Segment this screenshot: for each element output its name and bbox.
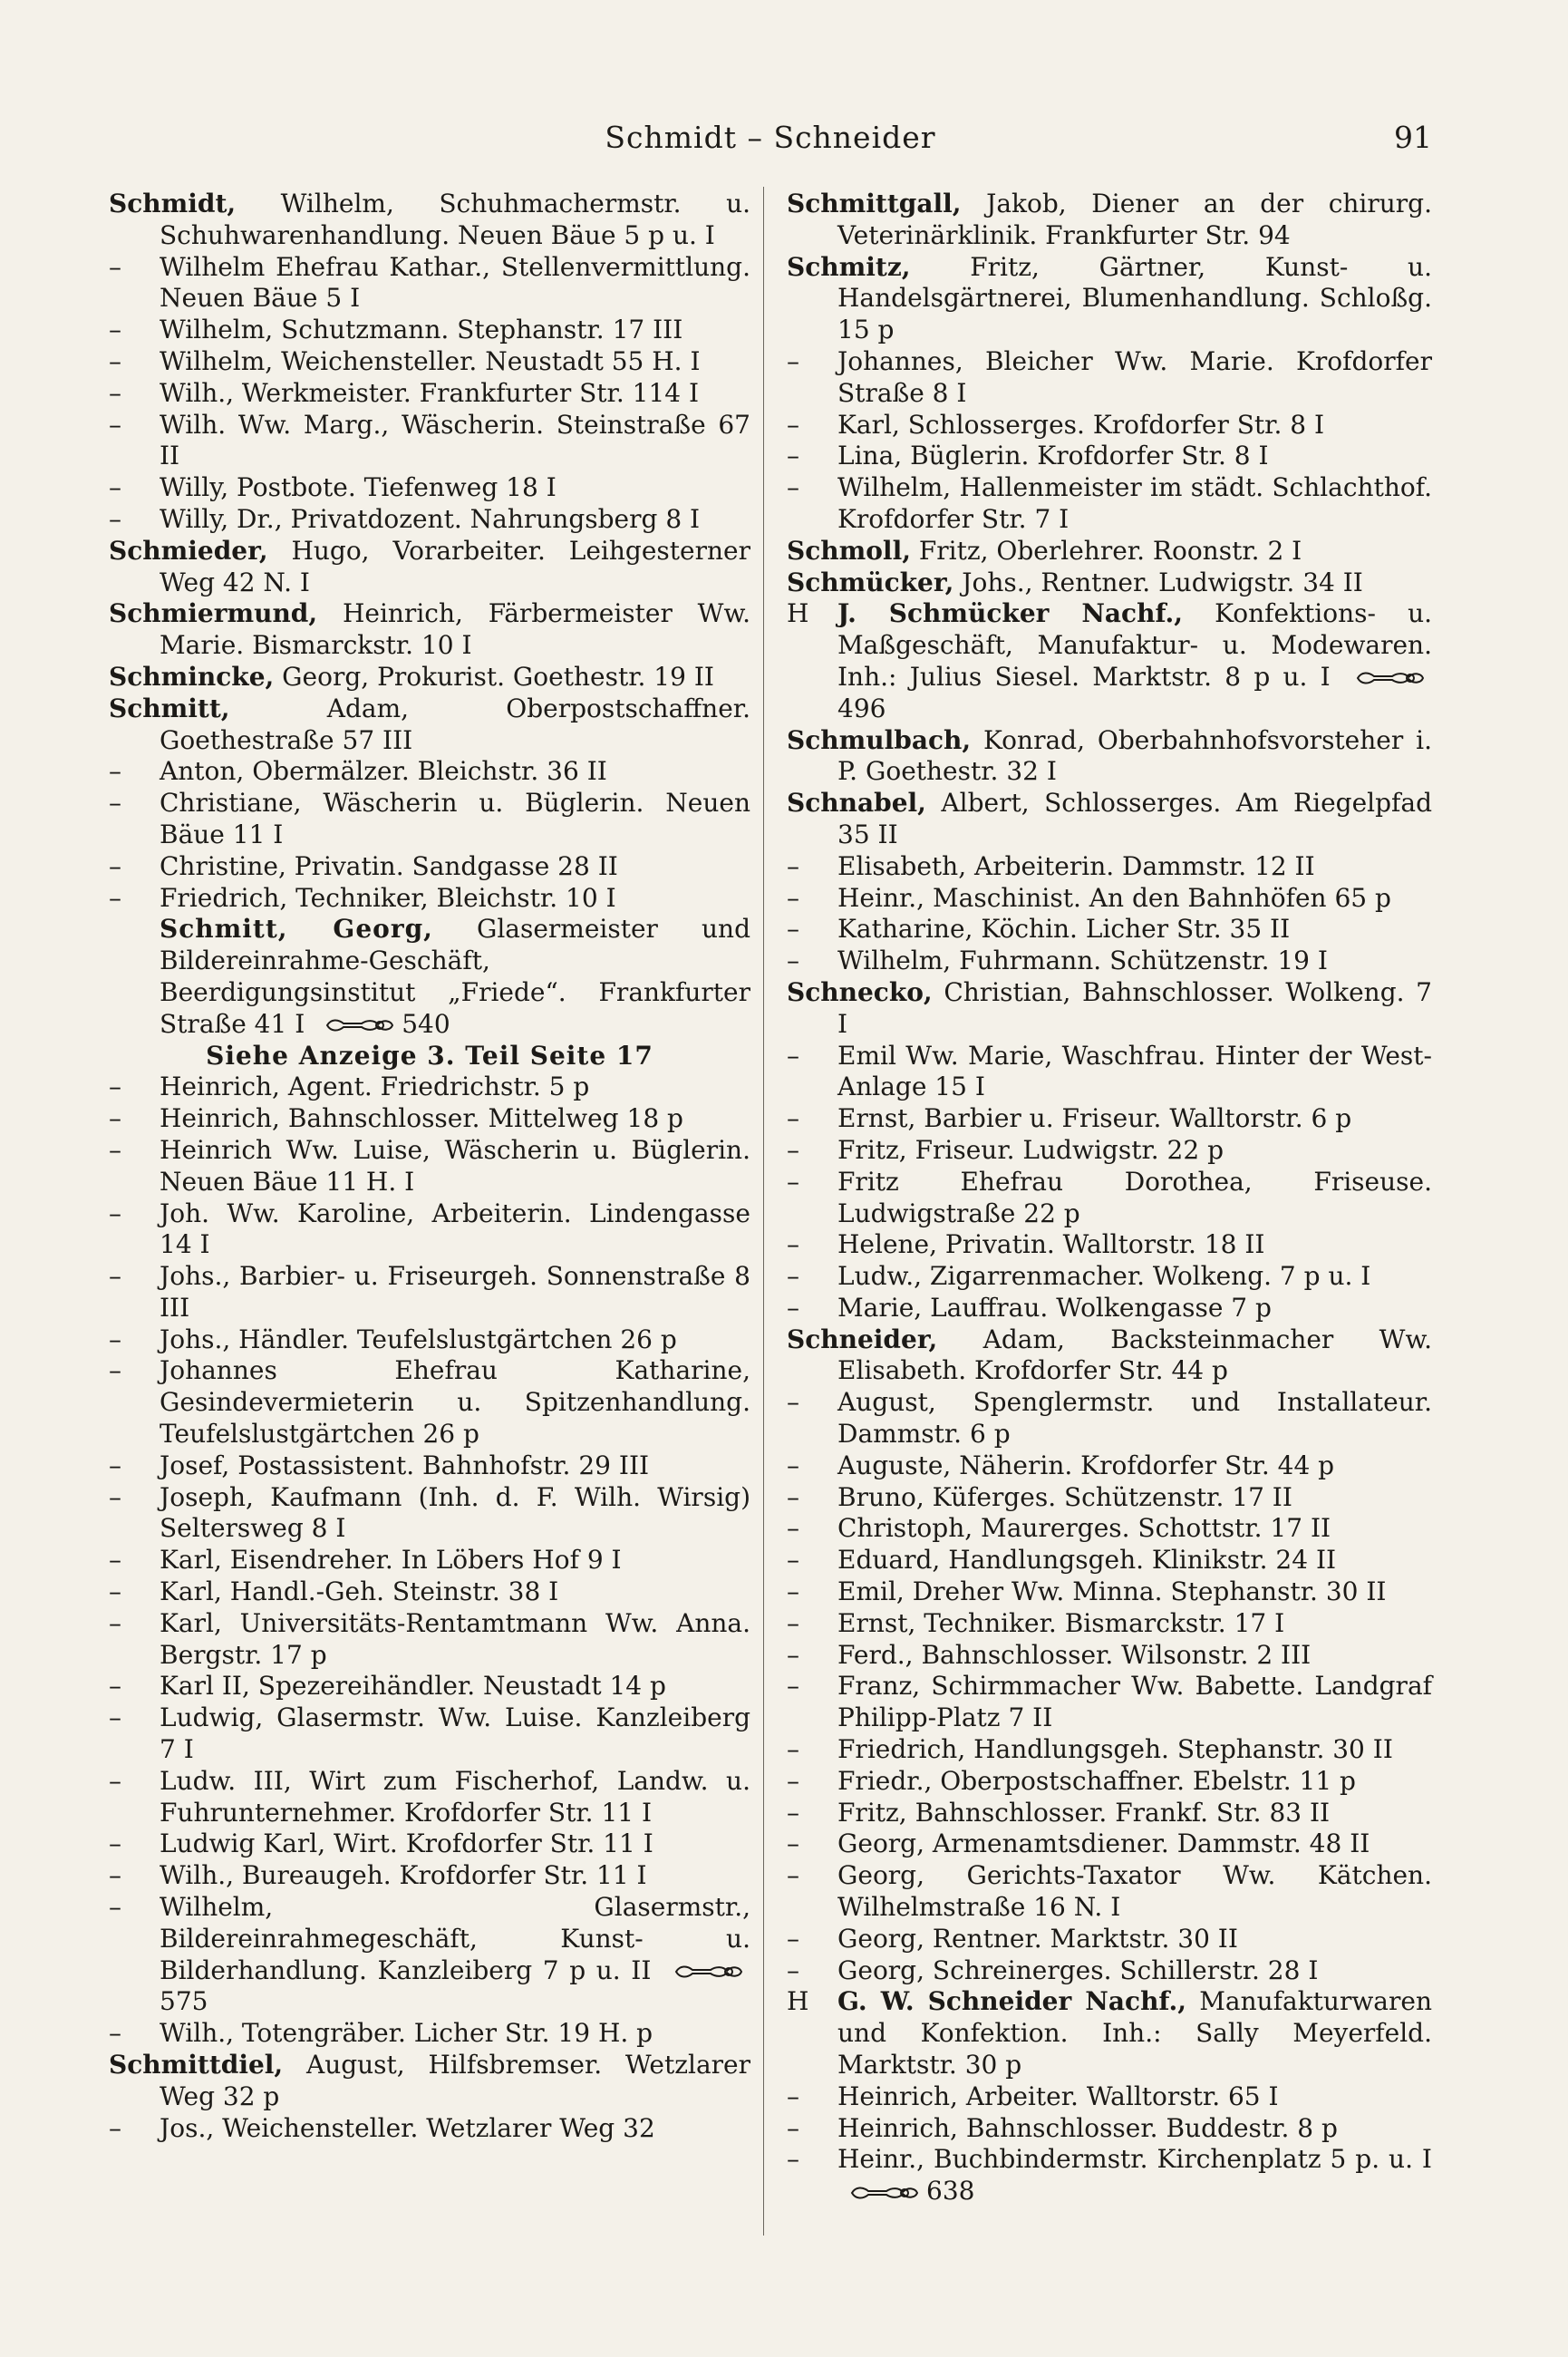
- repeat-dash: –: [787, 850, 799, 881]
- repeat-dash: –: [109, 1702, 121, 1733]
- entry-details: Heinrich, Färbermeister Ww. Marie. Bismarckstr. 10 I: [160, 598, 750, 661]
- entry-details: Konrad, Oberbahnhofsvorsteher i. P. Goethestr. 32 I: [837, 724, 1432, 787]
- entry-details: Friedr., Oberpostschaffner. Ebelstr. 11 p: [837, 1765, 1356, 1796]
- entry-details: Johs., Händler. Teufelslustgärtchen 26 p: [160, 1324, 677, 1354]
- entry-details: Auguste, Näherin. Krofdorfer Str. 44 p: [837, 1450, 1335, 1480]
- repeat-dash: –: [109, 2018, 121, 2049]
- directory-entry: [787, 1608, 1432, 1640]
- telephone-icon: [1356, 669, 1425, 687]
- entry-details: Franz, Schirmmacher Ww. Babette. Landgraf Philipp-Platz 7 II: [837, 1671, 1432, 1733]
- entry-details: Fritz Ehefrau Dorothea, Friseuse. Ludwigstraße 22 p: [837, 1166, 1432, 1228]
- directory-entry: [109, 2113, 750, 2145]
- entry-details: Hugo, Vorarbeiter. Leihgesterner Weg 42 N. I: [160, 535, 750, 597]
- repeat-dash: –: [787, 1103, 799, 1134]
- directory-entry: [787, 1293, 1432, 1324]
- entry-details: Johs., Barbier- u. Friseurgeh. Sonnenstraße 8 III: [160, 1261, 750, 1323]
- repeat-dash: –: [109, 1545, 121, 1576]
- entry-surname: Schmitt,: [109, 693, 230, 723]
- entry-surname: G. W. Schneider Nachf.,: [837, 1986, 1186, 2017]
- entry-surname: Schmidt,: [109, 189, 237, 218]
- directory-entry: [787, 1450, 1432, 1482]
- directory-entry: [109, 1892, 750, 2018]
- entry-details: Heinrich, Bahnschlosser. Buddestr. 8 p: [837, 2112, 1338, 2143]
- entry-details: Katharine, Köchin. Licher Str. 35 II: [837, 914, 1291, 945]
- repeat-dash: –: [787, 1545, 799, 1576]
- telephone-number: 496: [837, 693, 886, 723]
- entry-details: Wilh., Bureaugeh. Krofdorfer Str. 11 I: [160, 1860, 647, 1891]
- directory-entry: [109, 1072, 750, 1103]
- repeat-dash: –: [109, 1324, 121, 1354]
- directory-entry: [109, 410, 750, 473]
- entry-details: Georg, Armenamtsdiener. Dammstr. 48 II: [837, 1828, 1370, 1859]
- entry-details: Albert, Schlosserges. Am Riegelpfad 35 II: [837, 788, 1432, 849]
- entry-details: Wilhelm, Schuhmachermstr. u. Schuhwarenhandlung. Neuen Bäue 5 p u. I: [160, 189, 750, 250]
- directory-entry: [109, 472, 750, 504]
- entry-details: Willy, Dr., Privatdozent. Nahrungsberg 8 I: [160, 503, 701, 534]
- entry-details: Heinrich Ww. Luise, Wäscherin u. Büglerin. Neuen Bäue 11 H. I: [160, 1134, 750, 1197]
- directory-entry: [787, 1387, 1432, 1450]
- directory-entry: [787, 851, 1432, 883]
- entry-surname: Schmitt, Georg,: [160, 914, 433, 945]
- entry-surname: Schmincke,: [109, 661, 275, 692]
- entry-details: Georg, Prokurist. Goethestr. 19 II: [282, 661, 714, 692]
- entry-details: Eduard, Handlungsgeh. Klinikstr. 24 II: [837, 1545, 1337, 1576]
- directory-entry: [109, 1355, 750, 1450]
- repeat-dash: –: [787, 1387, 799, 1418]
- repeat-dash: –: [109, 1671, 121, 1702]
- directory-entry: [787, 567, 1432, 599]
- entry-details: Wilhelm, Hallenmeister im städt. Schlachthof. Krofdorfer Str. 7 I: [837, 472, 1432, 534]
- directory-entry: [109, 2050, 750, 2113]
- column-divider: [763, 187, 764, 2236]
- entry-surname: Schmittdiel,: [109, 2050, 284, 2081]
- repeat-dash: –: [787, 1797, 799, 1828]
- telephone-icon: [325, 1016, 394, 1034]
- entry-details: Helene, Privatin. Walltorstr. 18 II: [837, 1229, 1265, 1260]
- repeat-dash: –: [787, 1860, 799, 1891]
- directory-entry: [787, 536, 1432, 567]
- entry-details: Wilhelm, Glasermstr., Bildereinrahmegeschäft, Kunst- u. Bilderhandlung. Kanzleiberg 7 p u. II: [160, 1892, 750, 1985]
- repeat-dash: –: [787, 2081, 799, 2111]
- directory-entry: [109, 1261, 750, 1324]
- advertisement-text: Siehe Anzeige 3. Teil Seite 17: [206, 1040, 653, 1071]
- repeat-dash: –: [787, 1734, 799, 1765]
- directory-entry: [109, 252, 750, 315]
- repeat-dash: –: [109, 1576, 121, 1607]
- directory-entry: [787, 914, 1432, 946]
- entry-surname: Schmittgall,: [787, 189, 962, 218]
- directory-entry: [109, 346, 750, 378]
- directory-entry: [109, 1766, 750, 1829]
- repeat-dash: –: [787, 2144, 799, 2175]
- entry-surname: Schmiermund,: [109, 598, 318, 629]
- page-header: [109, 120, 1432, 165]
- directory-entry: [109, 1702, 750, 1766]
- repeat-dash: –: [109, 1892, 121, 1923]
- directory-entry: [787, 946, 1432, 977]
- entry-details: Wilhelm Ehefrau Kathar., Stellenvermittlung. Neuen Bäue 5 I: [160, 251, 750, 314]
- entry-details: Friedrich, Handlungsgeh. Stephanstr. 30 II: [837, 1734, 1393, 1765]
- repeat-dash: –: [787, 1828, 799, 1859]
- page-number: 91: [1394, 120, 1432, 155]
- telephone-icon: [674, 1963, 743, 1981]
- entry-details: Lina, Büglerin. Krofdorfer Str. 8 I: [837, 441, 1269, 471]
- directory-entry: [787, 1041, 1432, 1104]
- directory-entry: [787, 1545, 1432, 1576]
- repeat-dash: –: [787, 882, 799, 913]
- directory-entry: [787, 1986, 1432, 2081]
- directory-entry: [109, 914, 750, 1040]
- right-column: [787, 189, 1432, 2207]
- repeat-dash: –: [787, 1040, 799, 1071]
- directory-entry: [109, 1671, 750, 1702]
- repeat-dash: –: [109, 1134, 121, 1165]
- directory-entry: [787, 1229, 1432, 1261]
- repeat-dash: –: [109, 409, 121, 440]
- entry-surname: Schmulbach,: [787, 724, 972, 755]
- directory-entry: [109, 378, 750, 410]
- directory-entry: [787, 977, 1432, 1041]
- entry-surname: Schnabel,: [787, 788, 926, 819]
- repeat-dash: –: [109, 1765, 121, 1796]
- directory-entry: [787, 1103, 1432, 1135]
- directory-entry: [109, 1860, 750, 1892]
- entry-details: Wilh. Ww. Marg., Wäscherin. Steinstraße 67 II: [160, 409, 750, 471]
- entry-details: Heinrich, Arbeiter. Walltorstr. 65 I: [837, 2081, 1279, 2111]
- repeat-dash: –: [109, 1355, 121, 1386]
- repeat-dash: –: [109, 788, 121, 819]
- directory-entry: [787, 1576, 1432, 1608]
- directory-entry: [787, 441, 1432, 472]
- advertisement-reference: [109, 1041, 750, 1072]
- entry-details: Wilhelm, Fuhrmann. Schützenstr. 19 I: [837, 946, 1328, 976]
- repeat-dash: –: [109, 315, 121, 345]
- entry-details: Jakob, Diener an der chirurg. Veterinärklinik. Frankfurter Str. 94: [837, 189, 1432, 250]
- entry-details: Glasermeister und Bildereinrahme-Geschäft, Beerdigungsinstitut „Friede“. Frankfurter Straße 41 I: [160, 914, 750, 1039]
- entry-details: Joseph, Kaufmann (Inh. d. F. Wilh. Wirsig) Seltersweg 8 I: [160, 1481, 750, 1544]
- left-column: [109, 189, 750, 2144]
- directory-entry: [109, 1198, 750, 1262]
- entry-details: Karl, Eisendreher. In Löbers Hof 9 I: [160, 1545, 622, 1576]
- entry-surname: Schnecko,: [787, 976, 933, 1007]
- repeat-dash: –: [109, 1261, 121, 1292]
- repeat-dash: –: [109, 1072, 121, 1102]
- entry-details: Ludw., Zigarrenmacher. Wolkeng. 7 p u. I: [837, 1261, 1371, 1292]
- entry-details: Elisabeth, Arbeiterin. Dammstr. 12 II: [837, 850, 1315, 881]
- repeat-dash: –: [787, 1166, 799, 1197]
- directory-entry: [787, 1734, 1432, 1766]
- directory-entry: [787, 1860, 1432, 1924]
- entry-details: Georg, Schreinerges. Schillerstr. 28 I: [837, 1954, 1319, 1985]
- directory-entry: [109, 2018, 750, 2050]
- directory-entry: [787, 410, 1432, 441]
- repeat-dash: –: [787, 1450, 799, 1480]
- telephone-number: 540: [402, 1008, 450, 1039]
- repeat-dash: –: [787, 409, 799, 440]
- directory-entry: [109, 1324, 750, 1356]
- entry-details: Adam, Oberpostschaffner. Goethestraße 57 III: [160, 693, 750, 755]
- entry-details: Willy, Postbote. Tiefenweg 18 I: [160, 472, 557, 503]
- entry-details: Johs., Rentner. Ludwigstr. 34 II: [962, 567, 1363, 597]
- entry-surname: Schmücker,: [787, 567, 954, 597]
- directory-entry: [787, 1640, 1432, 1672]
- directory-entry: [787, 1513, 1432, 1545]
- directory-entry: [787, 1955, 1432, 1987]
- directory-entry: [787, 725, 1432, 789]
- directory-entry: [787, 1924, 1432, 1955]
- entry-details: Heinrich, Agent. Friedrichstr. 5 p: [160, 1072, 590, 1102]
- entry-details: Bruno, Küferges. Schützenstr. 17 II: [837, 1481, 1292, 1512]
- entry-details: Ludwig, Glasermstr. Ww. Luise. Kanzleiberg 7 I: [160, 1702, 750, 1765]
- entry-details: Ernst, Techniker. Bismarckstr. 17 I: [837, 1607, 1285, 1638]
- repeat-dash: –: [787, 946, 799, 976]
- repeat-dash: –: [787, 1765, 799, 1796]
- entry-details: Karl, Universitäts-Rentamtmann Ww. Anna. Bergstr. 17 p: [160, 1607, 750, 1670]
- entry-details: Karl II, Spezereihändler. Neustadt 14 p: [160, 1671, 666, 1702]
- entry-surname: Schmitz,: [787, 251, 911, 282]
- directory-entry: [109, 1482, 750, 1546]
- repeat-dash: –: [109, 1198, 121, 1228]
- directory-entry: [109, 1450, 750, 1482]
- directory-entry: [109, 1828, 750, 1860]
- entry-details: Anton, Obermälzer. Bleichstr. 36 II: [160, 756, 607, 787]
- entry-details: Johannes, Bleicher Ww. Marie. Krofdorfer Straße 8 I: [837, 345, 1432, 408]
- entry-details: Christine, Privatin. Sandgasse 28 II: [160, 850, 618, 881]
- repeat-dash: –: [787, 1607, 799, 1638]
- repeat-dash: –: [109, 2112, 121, 2143]
- directory-entry: [109, 1103, 750, 1135]
- repeat-dash: –: [787, 2112, 799, 2143]
- entry-details: Christian, Bahnschlosser. Wolkeng. 7 I: [837, 976, 1432, 1039]
- repeat-dash: –: [787, 1923, 799, 1954]
- entry-details: Marie, Lauffrau. Wolkengasse 7 p: [837, 1292, 1272, 1323]
- entry-details: Christiane, Wäscherin u. Büglerin. Neuen Bäue 11 I: [160, 788, 750, 849]
- repeat-dash: –: [787, 1229, 799, 1260]
- directory-entry: [787, 1324, 1432, 1388]
- entry-details: Adam, Backsteinmacher Ww. Elisabeth. Krofdorfer Str. 44 p: [837, 1324, 1432, 1386]
- entry-details: Fritz, Friseur. Ludwigstr. 22 p: [837, 1134, 1224, 1165]
- entry-surname: J. Schmücker Nachf.,: [837, 598, 1183, 629]
- entry-details: Georg, Gerichts-Taxator Ww. Kätchen. Wilhelmstraße 16 N. I: [837, 1860, 1432, 1923]
- directory-entry: [787, 1482, 1432, 1514]
- entry-details: Emil, Dreher Ww. Minna. Stephanstr. 30 II: [837, 1576, 1387, 1607]
- entry-details: Ludwig Karl, Wirt. Krofdorfer Str. 11 I: [160, 1828, 653, 1859]
- directory-entry: [109, 1545, 750, 1576]
- repeat-dash: –: [109, 503, 121, 534]
- directory-entry: [109, 598, 750, 662]
- directory-entry: [109, 756, 750, 788]
- directory-entry: [787, 2113, 1432, 2145]
- repeat-dash: –: [109, 1607, 121, 1638]
- entry-details: Wilhelm, Weichensteller. Neustadt 55 H. I: [160, 345, 701, 376]
- repeat-dash: –: [109, 377, 121, 408]
- entry-details: Emil Ww. Marie, Waschfrau. Hinter der West-Anlage 15 I: [837, 1040, 1432, 1102]
- entry-details: Wilh., Totengräber. Licher Str. 19 H. p: [160, 2018, 653, 2049]
- repeat-dash: –: [109, 1481, 121, 1512]
- directory-entry: [787, 1261, 1432, 1293]
- directory-entry: [787, 1798, 1432, 1829]
- directory-entry: [109, 504, 750, 536]
- repeat-dash: –: [109, 882, 121, 913]
- entry-details: Wilhelm, Schutzmann. Stephanstr. 17 III: [160, 315, 683, 345]
- entry-details: Karl, Schlosserges. Krofdorfer Str. 8 I: [837, 409, 1325, 440]
- entry-details: Christoph, Maurerges. Schottstr. 17 II: [837, 1513, 1331, 1544]
- entry-details: Jos., Weichensteller. Wetzlarer Weg 32: [160, 2112, 655, 2143]
- repeat-dash: –: [787, 1134, 799, 1165]
- repeat-dash: –: [109, 1860, 121, 1891]
- entry-details: Karl, Handl.-Geh. Steinstr. 38 I: [160, 1576, 559, 1607]
- directory-entry: [787, 1167, 1432, 1230]
- entry-details: Fritz, Gärtner, Kunst- u. Handelsgärtnerei, Blumenhandlung. Schloßg. 15 p: [837, 251, 1432, 345]
- register-mark: H: [787, 598, 809, 629]
- directory-entry: [109, 1576, 750, 1608]
- entry-details: Ernst, Barbier u. Friseur. Walltorstr. 6 p: [837, 1103, 1352, 1134]
- entry-details: Ferd., Bahnschlosser. Wilsonstr. 2 III: [837, 1639, 1312, 1670]
- directory-entry: [787, 598, 1432, 724]
- repeat-dash: –: [787, 472, 799, 503]
- directory-entry: [787, 346, 1432, 410]
- directory-entry: [109, 1135, 750, 1198]
- directory-entry: [109, 851, 750, 883]
- repeat-dash: –: [109, 756, 121, 787]
- entry-details: Friedrich, Techniker, Bleichstr. 10 I: [160, 882, 616, 913]
- repeat-dash: –: [787, 345, 799, 376]
- directory-entry: [109, 536, 750, 599]
- entry-details: Heinr., Buchbindermstr. Kirchenplatz 5 p. u. I: [837, 2144, 1432, 2175]
- entry-details: Joh. Ww. Karoline, Arbeiterin. Lindengasse 14 I: [160, 1198, 750, 1260]
- repeat-dash: –: [787, 1481, 799, 1512]
- directory-entry: [109, 315, 750, 346]
- entry-details: Wilh., Werkmeister. Frankfurter Str. 114 I: [160, 377, 700, 408]
- directory-entry: [787, 1828, 1432, 1860]
- directory-entry: [109, 189, 750, 252]
- repeat-dash: –: [787, 441, 799, 471]
- telephone-number: 638: [926, 2176, 975, 2207]
- directory-entry: [109, 1608, 750, 1672]
- directory-entry: [109, 788, 750, 851]
- directory-entry: [787, 788, 1432, 851]
- entry-details: Heinrich, Bahnschlosser. Mittelweg 18 p: [160, 1103, 683, 1134]
- repeat-dash: –: [787, 1576, 799, 1607]
- entry-details: August, Hilfsbremser. Wetzlarer Weg 32 p: [160, 2050, 750, 2111]
- entry-details: Georg, Rentner. Marktstr. 30 II: [837, 1923, 1238, 1954]
- repeat-dash: –: [109, 472, 121, 503]
- repeat-dash: –: [109, 850, 121, 881]
- entry-surname: Schmieder,: [109, 535, 268, 566]
- repeat-dash: –: [109, 1450, 121, 1480]
- entry-details: Ludw. III, Wirt zum Fischerhof, Landw. u. Fuhrunternehmer. Krofdorfer Str. 11 I: [160, 1765, 750, 1828]
- entry-details: Heinr., Maschinist. An den Bahnhöfen 65 p: [837, 882, 1391, 913]
- entry-surname: Schmoll,: [787, 535, 911, 566]
- register-mark: H: [787, 1986, 809, 2017]
- directory-entry: [787, 2144, 1432, 2207]
- repeat-dash: –: [787, 1292, 799, 1323]
- directory-entry: [787, 472, 1432, 536]
- directory-entry: [787, 883, 1432, 915]
- directory-entry: [109, 883, 750, 915]
- repeat-dash: –: [109, 1103, 121, 1134]
- entry-details: Johannes Ehefrau Katharine, Gesindevermieterin u. Spitzenhandlung. Teufelslustgärtchen 26 p: [160, 1355, 750, 1450]
- directory-entry: [787, 2081, 1432, 2113]
- repeat-dash: –: [787, 1671, 799, 1702]
- repeat-dash: –: [787, 1954, 799, 1985]
- entry-details: August, Spenglermstr. und Installateur. Dammstr. 6 p: [837, 1387, 1432, 1450]
- entry-details: Josef, Postassistent. Bahnhofstr. 29 III: [160, 1450, 650, 1480]
- entry-surname: Schneider,: [787, 1324, 938, 1354]
- repeat-dash: –: [787, 1513, 799, 1544]
- entry-details: Manufakturwaren und Konfektion. Inh.: Sally Meyerfeld. Marktstr. 30 p: [837, 1986, 1432, 2081]
- repeat-dash: –: [109, 1828, 121, 1859]
- running-title: Schmidt – Schneider: [605, 120, 936, 155]
- repeat-dash: –: [787, 914, 799, 945]
- repeat-dash: –: [787, 1261, 799, 1292]
- directory-entry: [109, 694, 750, 757]
- entry-details: Fritz, Oberlehrer. Roonstr. 2 I: [918, 535, 1302, 566]
- telephone-number: 575: [160, 1986, 208, 2017]
- directory-entry: [787, 252, 1432, 346]
- directory-entry: [109, 662, 750, 694]
- entry-details: Fritz, Bahnschlosser. Frankf. Str. 83 II: [837, 1797, 1331, 1828]
- repeat-dash: –: [109, 345, 121, 376]
- directory-entry: [787, 1766, 1432, 1798]
- repeat-dash: –: [787, 1639, 799, 1670]
- directory-entry: [787, 189, 1432, 252]
- directory-entry: [787, 1671, 1432, 1734]
- repeat-dash: –: [109, 251, 121, 282]
- directory-entry: [787, 1135, 1432, 1167]
- entry-details: Konfektions- u. Maßgeschäft, Manufaktur- u. Modewaren. Inh.: Julius Siesel. Marktstr. 8 p u. I: [837, 598, 1432, 692]
- telephone-icon: [850, 2184, 919, 2202]
